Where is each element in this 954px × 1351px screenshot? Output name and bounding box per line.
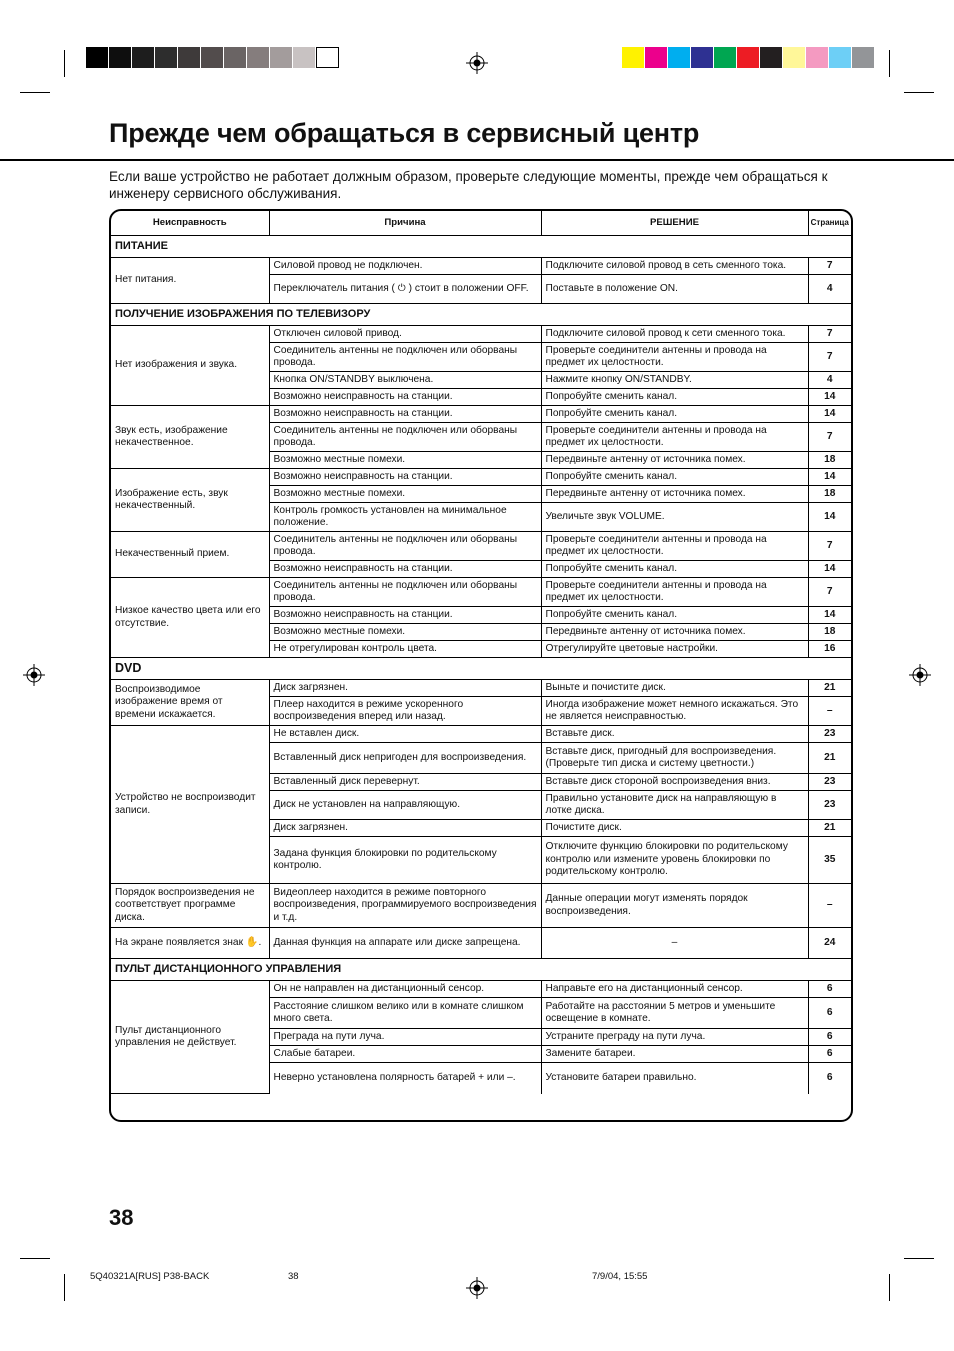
table-row <box>111 578 851 607</box>
cause-cell: Не вставлен диск. <box>269 726 541 743</box>
section-title: ПОЛУЧЕНИЕ ИЗОБРАЖЕНИЯ ПО ТЕЛЕВИЗОРУ <box>111 304 851 326</box>
cause-cell: Диск загрязнен. <box>269 680 541 697</box>
solution-cell: Отрегулируйте цветовые настройки. <box>541 641 808 658</box>
header-solution: РЕШЕНИЕ <box>541 211 808 236</box>
page-cell: 6 <box>808 998 851 1029</box>
fault-cell: Звук есть, изображение некачественное. <box>111 406 269 469</box>
solution-cell: Направьте его на дистанционный сенсор. <box>541 981 808 998</box>
table-row <box>111 680 851 697</box>
color-swatch <box>622 47 645 68</box>
solution-cell: Проверьте соединители антенны и провода на предмет их целостности. <box>541 343 808 372</box>
solution-cell: Устраните преграду на пути луча. <box>541 1029 808 1046</box>
crop-mark <box>889 1274 890 1301</box>
fault-cell: Порядок воспроизведения не соответствует программе диска. <box>111 884 269 928</box>
fault-cell: Нет питания. <box>111 258 269 304</box>
page-cell: 14 <box>808 561 851 578</box>
color-swatch <box>109 47 132 68</box>
solution-cell: Попробуйте сменить канал. <box>541 561 808 578</box>
cause-cell: Видеоплеер находится в режиме повторного воспроизведения, программируемого воспроизведения и т.д. <box>269 884 541 928</box>
registration-target-icon <box>466 52 488 74</box>
solution-cell: Проверьте соединители антенны и провода на предмет их целостности. <box>541 578 808 607</box>
cause-cell: Преграда на пути луча. <box>269 1029 541 1046</box>
page-cell: 21 <box>808 743 851 774</box>
table-header-row <box>111 211 851 236</box>
solution-cell: Увеличьте звук VOLUME. <box>541 503 808 532</box>
solution-cell: Вставьте диск. <box>541 726 808 743</box>
header-cause: Причина <box>269 211 541 236</box>
cause-cell: Возможно неисправность на станции. <box>269 561 541 578</box>
fault-cell: Пульт дистанционного управления не действует. <box>111 981 269 1094</box>
page-cell: – <box>808 697 851 726</box>
section-title: ПУЛЬТ ДИСТАНЦИОННОГО УПРАВЛЕНИЯ <box>111 959 851 981</box>
solution-cell: Отключите функцию блокировки по родительскому контролю или измените уровень блокировки по родительскому контролю. <box>541 837 808 884</box>
color-swatch <box>806 47 829 68</box>
color-swatch <box>224 47 247 68</box>
table-row <box>111 726 851 743</box>
cause-cell: Отключен силовой привод. <box>269 326 541 343</box>
solution-cell: Правильно установите диск на направляющую в лотке диска. <box>541 791 808 820</box>
cause-cell: Возможно местные помехи. <box>269 486 541 503</box>
table-row <box>111 981 851 998</box>
crop-mark <box>904 92 934 93</box>
page-cell: 23 <box>808 774 851 791</box>
cause-cell: Силовой провод не подключен. <box>269 258 541 275</box>
title-rule <box>0 159 954 161</box>
fault-cell: На экране появляется знак ✋. <box>111 928 269 959</box>
page-cell: 14 <box>808 607 851 624</box>
cause-cell: Слабые батареи. <box>269 1046 541 1063</box>
table-row <box>111 532 851 561</box>
header-fault: Неисправность <box>111 211 269 236</box>
solution-cell: Почистите диск. <box>541 820 808 837</box>
page-cell: 21 <box>808 820 851 837</box>
page-cell: 23 <box>808 791 851 820</box>
cause-cell: Возможно местные помехи. <box>269 624 541 641</box>
solution-cell: Проверьте соединители антенны и провода на предмет их целостности. <box>541 532 808 561</box>
page-cell: 7 <box>808 532 851 561</box>
table-row <box>111 406 851 423</box>
page-cell: 21 <box>808 680 851 697</box>
solution-cell: Вставьте диск, пригодный для воспроизведения. (Проверьте тип диска и систему цветности.) <box>541 743 808 774</box>
solution-cell: Выньте и почистите диск. <box>541 680 808 697</box>
color-swatch <box>714 47 737 68</box>
cause-cell: Плеер находится в режиме ускоренного воспроизведения вперед или назад. <box>269 697 541 726</box>
cause-cell: Возможно местные помехи. <box>269 452 541 469</box>
color-swatch <box>316 47 339 68</box>
page-cell: 6 <box>808 1046 851 1063</box>
solution-cell: Передвиньте антенну от источника помех. <box>541 624 808 641</box>
cause-cell: Переключатель питания ( ⏻ ) стоит в положении OFF. <box>269 275 541 304</box>
grayscale-bar <box>86 47 339 68</box>
solution-cell: Попробуйте сменить канал. <box>541 607 808 624</box>
page-cell: 7 <box>808 258 851 275</box>
solution-cell: Попробуйте сменить канал. <box>541 469 808 486</box>
cause-cell: Он не направлен на дистанционный сенсор. <box>269 981 541 998</box>
crop-mark <box>889 50 890 77</box>
table-row <box>111 928 851 959</box>
cause-cell: Соединитель антенны не подключен или оборваны провода. <box>269 532 541 561</box>
fault-cell: Нет изображения и звука. <box>111 326 269 406</box>
crop-mark <box>64 50 65 77</box>
color-swatch <box>852 47 875 68</box>
solution-cell: Иногда изображение может немного искажаться. Это не является неисправностью. <box>541 697 808 726</box>
intro-text: Если ваше устройство не работает должным образом, проверьте следующие моменты, прежде чем обращаться к инженеру сервисного обслуживания. <box>109 169 828 201</box>
cause-cell: Возможно неисправность на станции. <box>269 389 541 406</box>
page-cell: 7 <box>808 326 851 343</box>
solution-cell: Замените батареи. <box>541 1046 808 1063</box>
page-cell: 14 <box>808 503 851 532</box>
solution-cell: Попробуйте сменить канал. <box>541 406 808 423</box>
page-cell: 18 <box>808 486 851 503</box>
table-row <box>111 258 851 275</box>
page-cell: 7 <box>808 578 851 607</box>
footer-file-id: 5Q40321A[RUS] P38-BACK <box>90 1271 210 1282</box>
color-swatch <box>829 47 852 68</box>
page-cell: 7 <box>808 343 851 372</box>
header-page: Страница <box>808 211 851 236</box>
page-cell: 14 <box>808 389 851 406</box>
table-row <box>111 326 851 343</box>
page-cell: 14 <box>808 406 851 423</box>
page-cell: 7 <box>808 423 851 452</box>
cause-cell: Расстояние слишком велико или в комнате слишком много света. <box>269 998 541 1029</box>
fault-cell: Некачественный прием. <box>111 532 269 578</box>
color-swatch <box>737 47 760 68</box>
solution-cell: Подключите силовой провод в сеть сменного тока. <box>541 258 808 275</box>
cause-cell: Задана функция блокировки по родительскому контролю. <box>269 837 541 884</box>
table-row <box>111 884 851 928</box>
registration-target-icon <box>909 664 931 686</box>
solution-cell: Передвиньте антенну от источника помех. <box>541 452 808 469</box>
color-swatch <box>155 47 178 68</box>
cause-cell: Возможно неисправность на станции. <box>269 406 541 423</box>
solution-cell: Подключите силовой провод к сети сменного тока. <box>541 326 808 343</box>
page-title: Прежде чем обращаться в сервисный центр <box>109 118 700 148</box>
solution-cell: Попробуйте сменить канал. <box>541 389 808 406</box>
cause-cell: Вставленный диск непригоден для воспроизведения. <box>269 743 541 774</box>
page-cell: 14 <box>808 469 851 486</box>
crop-mark <box>904 1258 934 1259</box>
crop-mark <box>64 1274 65 1301</box>
troubleshooting-table-frame <box>109 209 853 1122</box>
color-swatch <box>270 47 293 68</box>
page-cell: 6 <box>808 981 851 998</box>
color-swatch <box>691 47 714 68</box>
page-cell: 35 <box>808 837 851 884</box>
color-swatch <box>86 47 109 68</box>
color-swatch <box>293 47 316 68</box>
cause-cell: Не отрегулирован контроль цвета. <box>269 641 541 658</box>
page-cell: 23 <box>808 726 851 743</box>
cause-cell: Неверно установлена полярность батарей + или –. <box>269 1063 541 1094</box>
solution-cell: – <box>541 928 808 959</box>
cause-cell: Вставленный диск перевернут. <box>269 774 541 791</box>
solution-cell: Установите батареи правильно. <box>541 1063 808 1094</box>
fault-cell: Низкое качество цвета или его отсутствие. <box>111 578 269 658</box>
solution-cell: Проверьте соединители антенны и провода на предмет их целостности. <box>541 423 808 452</box>
page-cell: – <box>808 884 851 928</box>
footer-page: 38 <box>288 1271 299 1282</box>
cause-cell: Диск загрязнен. <box>269 820 541 837</box>
crop-mark <box>20 1258 50 1259</box>
color-swatch <box>668 47 691 68</box>
section-header-row <box>111 658 851 680</box>
color-swatch <box>132 47 155 68</box>
solution-cell: Передвиньте антенну от источника помех. <box>541 486 808 503</box>
cause-cell: Соединитель антенны не подключен или оборваны провода. <box>269 343 541 372</box>
cause-cell: Возможно неисправность на станции. <box>269 469 541 486</box>
section-header-row <box>111 304 851 326</box>
section-header-row <box>111 236 851 258</box>
page-cell: 24 <box>808 928 851 959</box>
section-title: DVD <box>111 658 851 680</box>
footer-timestamp: 7/9/04, 15:55 <box>592 1271 648 1282</box>
page-cell: 4 <box>808 275 851 304</box>
crop-mark <box>20 92 50 93</box>
section-title: ПИТАНИЕ <box>111 236 851 258</box>
color-bar <box>622 47 875 68</box>
cause-cell: Данная функция на аппарате или диске запрещена. <box>269 928 541 959</box>
page-cell: 18 <box>808 452 851 469</box>
registration-target-icon <box>466 1277 488 1299</box>
troubleshooting-table <box>111 211 851 1094</box>
color-swatch <box>178 47 201 68</box>
page-cell: 6 <box>808 1029 851 1046</box>
page-cell: 18 <box>808 624 851 641</box>
fault-cell: Устройство не воспроизводит записи. <box>111 726 269 884</box>
cause-cell: Возможно неисправность на станции. <box>269 607 541 624</box>
color-swatch <box>645 47 668 68</box>
fault-cell: Воспроизводимое изображение время от времени искажается. <box>111 680 269 726</box>
cause-cell: Соединитель антенны не подключен или оборваны провода. <box>269 578 541 607</box>
solution-cell: Нажмите кнопку ON/STANDBY. <box>541 372 808 389</box>
page-cell: 6 <box>808 1063 851 1094</box>
color-swatch <box>201 47 224 68</box>
section-header-row <box>111 959 851 981</box>
table-row <box>111 469 851 486</box>
page-cell: 16 <box>808 641 851 658</box>
cause-cell: Кнопка ON/STANDBY выключена. <box>269 372 541 389</box>
registration-target-icon <box>23 664 45 686</box>
solution-cell: Вставьте диск стороной воспроизведения вниз. <box>541 774 808 791</box>
cause-cell: Диск не установлен на направляющую. <box>269 791 541 820</box>
color-swatch <box>783 47 806 68</box>
solution-cell: Данные операции могут изменять порядок воспроизведения. <box>541 884 808 928</box>
solution-cell: Поставьте в положение ON. <box>541 275 808 304</box>
cause-cell: Контроль громкость установлен на минимальное положение. <box>269 503 541 532</box>
page-cell: 4 <box>808 372 851 389</box>
solution-cell: Работайте на расстоянии 5 метров и уменьшите освещение в комнате. <box>541 998 808 1029</box>
fault-cell: Изображение есть, звук некачественный. <box>111 469 269 532</box>
page-number: 38 <box>109 1205 134 1230</box>
cause-cell: Соединитель антенны не подключен или оборваны провода. <box>269 423 541 452</box>
color-swatch <box>760 47 783 68</box>
color-swatch <box>247 47 270 68</box>
